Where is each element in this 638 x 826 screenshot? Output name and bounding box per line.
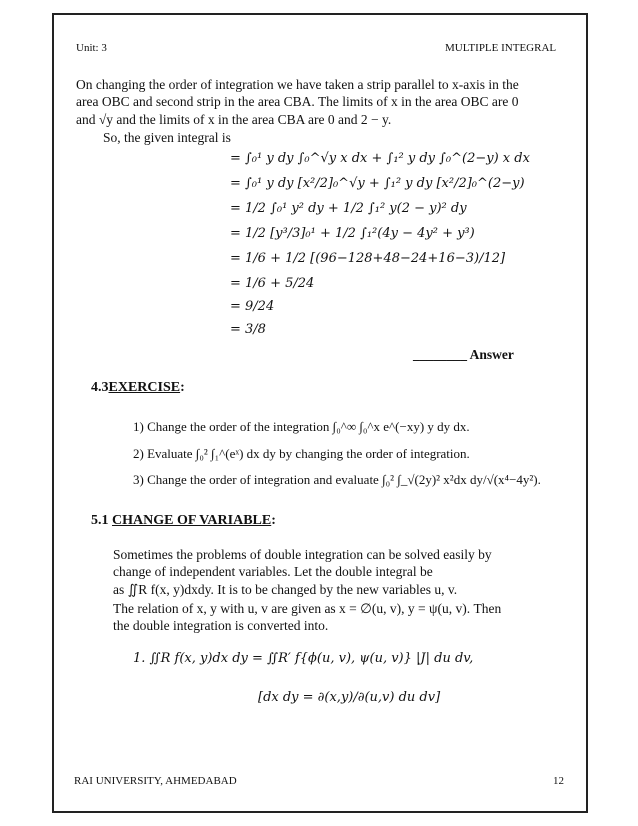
para1-line4: So, the given integral is (103, 130, 231, 145)
change-var-heading-colon: : (271, 513, 276, 528)
exercise-heading-title: EXERCISE (108, 380, 181, 395)
change-var-line4: The relation of x, y with u, v are given as x = ∅(u, v), y = ψ(u, v). Then (113, 601, 502, 616)
para1-line1: On changing the order of integration we have taken a strip parallel to x-axis in the (76, 77, 519, 92)
para1-line3: and √y and the limits of x in the area CBA are 0 and 2 − y. (76, 112, 392, 127)
footer-page-number: 12 (553, 775, 564, 787)
header-chapter: MULTIPLE INTEGRAL (445, 42, 557, 54)
change-var-line3: as ∬R f(x, y)dxdy. It is to be changed by the new variables u, v. (113, 582, 458, 597)
equation-3: = 1/2 ∫₀¹ y² dy + 1/2 ∫₁² y(2 − y)² dy (230, 201, 467, 216)
change-var-formula-1: 1. ∬R f(x, y)dx dy = ∬R′ f{ϕ(u, v), ψ(u, v)} |J| du dv, (133, 651, 474, 666)
equation-8: = 3/8 (230, 322, 266, 337)
exercise-heading-colon: : (180, 380, 185, 395)
exercise-item-1: 1) Change the order of the integration ∫₀^∞ ∫₀^x e^(−xy) y dy dx. (133, 419, 470, 434)
exercise-heading (91, 380, 185, 396)
equation-5: = 1/6 + 1/2 [(96−128+48−24+16−3)/12] (230, 251, 506, 266)
equation-1: = ∫₀¹ y dy ∫₀^√y x dx + ∫₁² y dy ∫₀^(2−y) x dx (230, 151, 530, 166)
equation-4: = 1/2 [y³/3]₀¹ + 1/2 ∫₁²(4y − 4y² + y³) (230, 226, 475, 241)
equation-7: = 9/24 (230, 299, 275, 314)
change-var-formula-2: [dx dy = ∂(x,y)/∂(u,v) du dv] (258, 690, 441, 705)
change-var-heading-number: 5.1 (91, 513, 109, 528)
answer-label: ________ Answer (413, 347, 514, 362)
header-unit: Unit: 3 (76, 42, 107, 54)
change-var-line5: the double integration is converted into. (113, 618, 329, 633)
change-of-variable-heading (91, 513, 276, 529)
change-var-line1: Sometimes the problems of double integration can be solved easily by (113, 547, 492, 562)
exercise-item-2: 2) Evaluate ∫₀² ∫₁^(eˣ) dx dy by changing the order of integration. (133, 446, 470, 461)
footer-university: RAI UNIVERSITY, AHMEDABAD (74, 775, 237, 787)
change-var-heading-title: CHANGE OF VARIABLE (112, 513, 272, 528)
equation-2: = ∫₀¹ y dy [x²/2]₀^√y + ∫₁² y dy [x²/2]₀^(2−y) (230, 176, 525, 191)
change-var-line2: change of independent variables. Let the double integral be (113, 564, 433, 579)
equation-6: = 1/6 + 5/24 (230, 276, 315, 291)
para1-line2: area OBC and second strip in the area CBA. The limits of x in the area OBC are 0 (76, 94, 519, 109)
exercise-item-3: 3) Change the order of integration and evaluate ∫₀² ∫_√(2y)² x²dx dy/√(x⁴−4y²). (133, 472, 541, 487)
exercise-heading-number: 4.3 (91, 380, 109, 395)
